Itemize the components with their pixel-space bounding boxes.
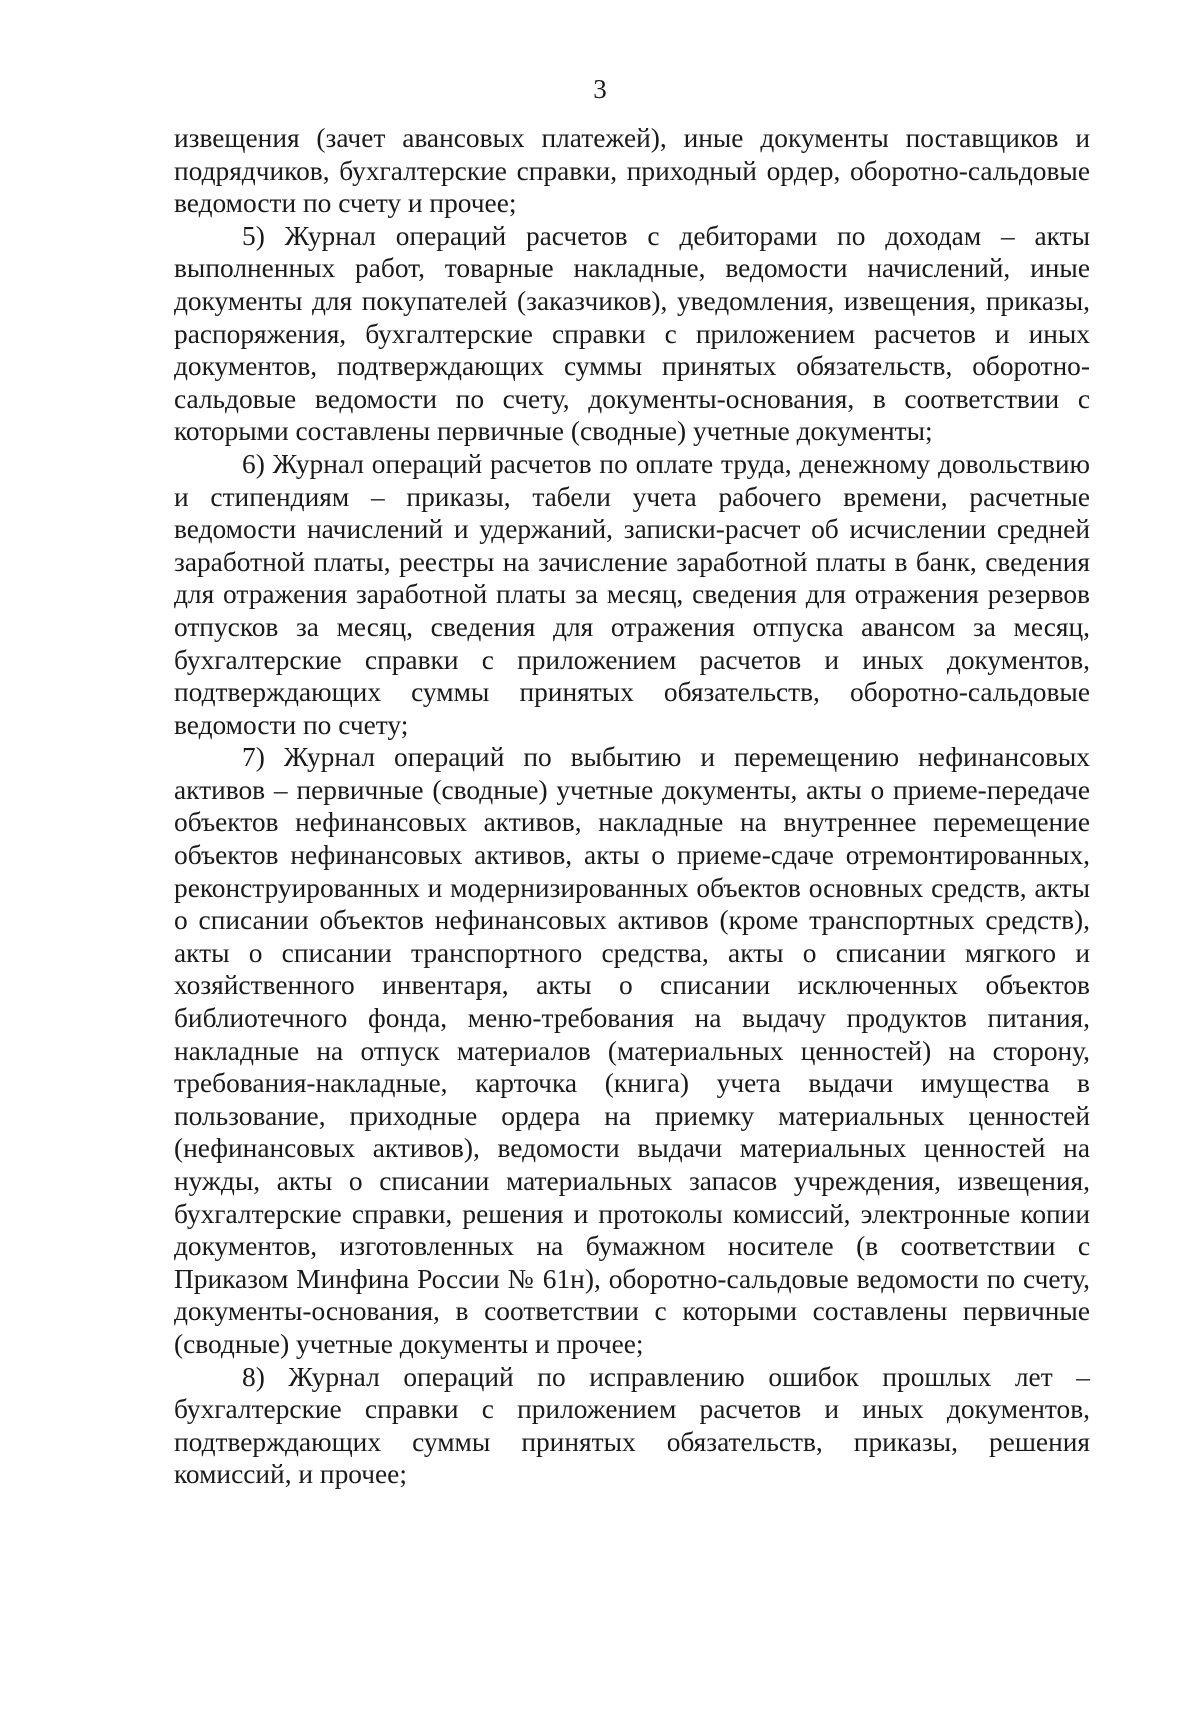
paragraph-item-5: 5) Журнал операций расчетов с дебиторами по доходам – акты выполненных работ, товарные накладные, ведомости начислений, иные документы для покупателей (заказчиков), уведомления, извещения, приказы, распоряжения, бухгалтерские справки с приложением расчетов и иных документов, подтверждающих суммы принятых обязательств, оборотно-сальдовые ведомости по счету, документы-основания, в соответствии с которыми составлены первичные (сводные) учетные документы;: [174, 220, 1090, 447]
document-body: [174, 122, 1090, 1491]
page-number: 3: [593, 74, 607, 104]
paragraph-item-7: 7) Журнал операций по выбытию и перемещению нефинансовых активов – первичные (сводные) учетные документы, акты о приеме-передаче объектов нефинансовых активов, накладные на внутреннее перемещение объектов нефинансовых активов, акты о приеме-сдаче отремонтированных, реконструированных и модернизированных объектов основных средств, акты о списании объектов нефинансовых активов (кроме транспортных средств), акты о списании транспортного средства, акты о списании мягкого и хозяйственного инвентаря, акты о списании исключенных объектов библиотечного фонда, меню-требования на выдачу продуктов питания, накладные на отпуск материалов (материальных ценностей) на сторону, требования-накладные, карточка (книга) учета выдачи имущества в пользование, приходные ордера на приемку материальных ценностей (нефинансовых активов), ведомости выдачи материальных ценностей на нужды, акты о списании материальных запасов учреждения, извещения, бухгалтерские справки, решения и протоколы комиссий, электронные копии документов, изготовленных на бумажном носителе (в соответствии с Приказом Минфина России № 61н), оборотно-сальдовые ведомости по счету, документы-основания, в соответствии с которыми составлены первичные (сводные) учетные документы и прочее;: [174, 742, 1090, 1359]
paragraph-item-6: 6) Журнал операций расчетов по оплате труда, денежному довольствию и стипендиям – приказы, табели учета рабочего времени, расчетные ведомости начислений и удержаний, записки-расчет об исчислении средней заработной платы, реестры на зачисление заработной платы в банк, сведения для отражения заработной платы за месяц, сведения для отражения резервов отпусков за месяц, сведения для отражения отпуска авансом за месяц, бухгалтерские справки с приложением расчетов и иных документов, подтверждающих суммы принятых обязательств, оборотно-сальдовые ведомости по счету;: [174, 448, 1090, 740]
paragraph-item-8: 8) Журнал операций по исправлению ошибок прошлых лет – бухгалтерские справки с приложением расчетов и иных документов, подтверждающих суммы принятых обязательств, приказы, решения комиссий, и прочее;: [174, 1361, 1090, 1490]
paragraph-continuation: извещения (зачет авансовых платежей), иные документы поставщиков и подрядчиков, бухгалтерские справки, приходный ордер, оборотно-сальдовые ведомости по счету и прочее;: [174, 123, 1090, 219]
